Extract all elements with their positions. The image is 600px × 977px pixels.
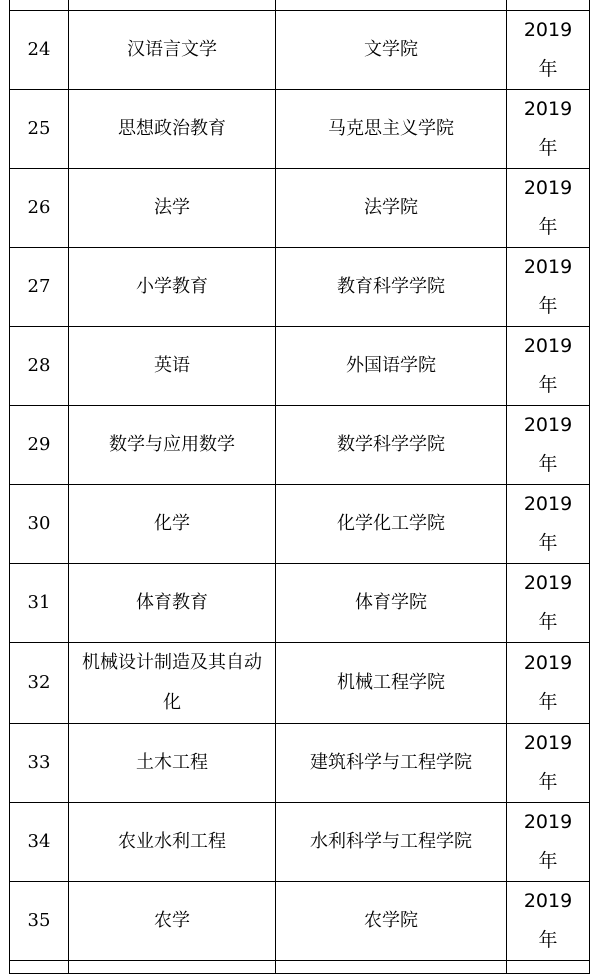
year-number: 2019 [523,811,573,833]
table-cell [276,0,507,11]
table-row [10,564,590,643]
college-name: 机械工程学院 [276,643,507,724]
year-number: 2019 [523,414,573,436]
year-unit: 年 [538,137,558,159]
major-name: 数学与应用数学 [69,406,276,485]
college-name: 农学院 [276,882,507,961]
year-unit: 年 [538,691,558,713]
year-number: 2019 [523,256,573,278]
table-row-partial-bottom [10,961,590,974]
major-name: 汉语言文学 [69,11,276,90]
table-row [10,169,590,248]
row-number: 27 [10,248,69,327]
major-name: 体育教育 [69,564,276,643]
year-cell [507,327,590,406]
year-cell [507,169,590,248]
year-cell [507,90,590,169]
table-cell [507,0,590,11]
major-name: 小学教育 [69,248,276,327]
table-cell [507,961,590,974]
table-row [10,406,590,485]
year-unit: 年 [538,611,558,633]
table-cell [10,961,69,974]
row-number: 35 [10,882,69,961]
row-number: 24 [10,11,69,90]
college-name: 水利科学与工程学院 [276,803,507,882]
year-number: 2019 [523,335,573,357]
year-number: 2019 [523,572,573,594]
college-name: 马克思主义学院 [276,90,507,169]
year-cell [507,564,590,643]
year-number: 2019 [523,177,573,199]
year-cell [507,11,590,90]
table-row [10,485,590,564]
table-cell [276,961,507,974]
year-cell [507,406,590,485]
college-name: 数学科学学院 [276,406,507,485]
row-number: 26 [10,169,69,248]
table-cell [69,0,276,11]
majors-table [9,0,590,974]
year-cell [507,882,590,961]
year-number: 2019 [523,19,573,41]
table-cell [69,961,276,974]
year-unit: 年 [538,374,558,396]
table-row [10,248,590,327]
college-name: 体育学院 [276,564,507,643]
document-page [9,0,589,974]
year-unit: 年 [538,216,558,238]
year-cell [507,248,590,327]
major-name: 法学 [69,169,276,248]
table-row [10,90,590,169]
major-name: 农业水利工程 [69,803,276,882]
college-name: 教育科学学院 [276,248,507,327]
year-unit: 年 [538,295,558,317]
year-number: 2019 [523,652,573,674]
year-unit: 年 [538,929,558,951]
year-cell [507,643,590,724]
major-name: 思想政治教育 [69,90,276,169]
college-name: 建筑科学与工程学院 [276,724,507,803]
major-name: 英语 [69,327,276,406]
year-unit: 年 [538,532,558,554]
year-unit: 年 [538,453,558,475]
year-cell [507,803,590,882]
year-cell [507,485,590,564]
row-number: 34 [10,803,69,882]
year-number: 2019 [523,98,573,120]
row-number: 32 [10,643,69,724]
college-name: 化学化工学院 [276,485,507,564]
college-name: 外国语学院 [276,327,507,406]
year-number: 2019 [523,890,573,912]
table-cell [10,0,69,11]
row-number: 31 [10,564,69,643]
year-unit: 年 [538,58,558,80]
year-cell [507,724,590,803]
college-name: 法学院 [276,169,507,248]
table-row [10,643,590,724]
table-row [10,882,590,961]
table-row [10,11,590,90]
row-number: 25 [10,90,69,169]
table-row [10,803,590,882]
row-number: 28 [10,327,69,406]
major-name: 化学 [69,485,276,564]
table-row [10,724,590,803]
major-name: 机械设计制造及其自动化 [69,643,276,724]
major-name: 土木工程 [69,724,276,803]
row-number: 33 [10,724,69,803]
table-row-partial-top [10,0,590,11]
year-number: 2019 [523,493,573,515]
year-number: 2019 [523,732,573,754]
row-number: 29 [10,406,69,485]
year-unit: 年 [538,771,558,793]
row-number: 30 [10,485,69,564]
college-name: 文学院 [276,11,507,90]
year-unit: 年 [538,850,558,872]
major-name: 农学 [69,882,276,961]
table-row [10,327,590,406]
